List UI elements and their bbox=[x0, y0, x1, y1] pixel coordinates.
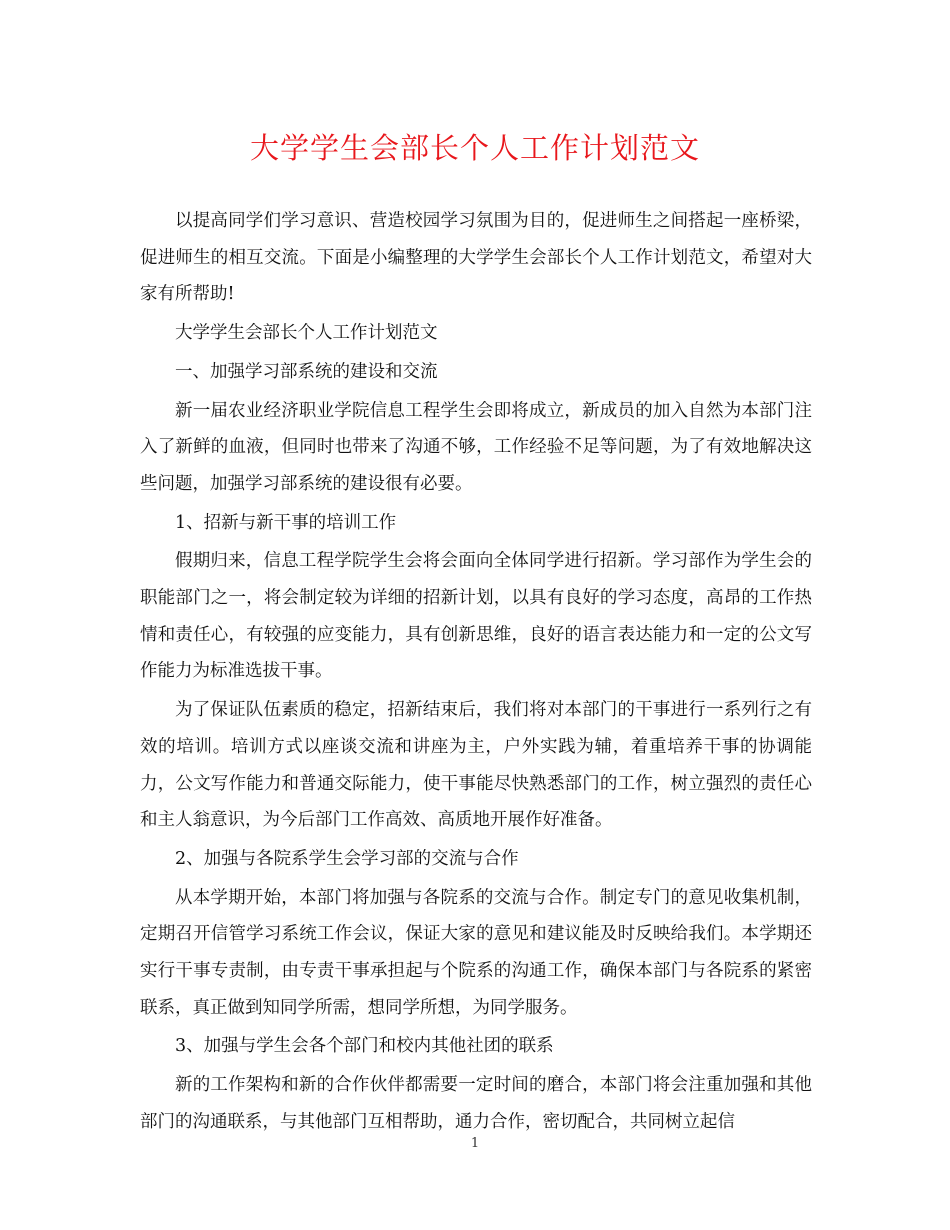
document-body bbox=[140, 203, 812, 1143]
subsection-heading-1: 1、招新与新干事的培训工作 bbox=[175, 512, 397, 533]
paragraph-section-1: 新一届农业经济职业学院信息工程学生会即将成立，新成员的加入自然为本部门注入了新鲜的血液，但同时也带来了沟通不够，工作经验不足等问题，为了有效地解决这些问题，加强学习部系统的建设很有必要。 bbox=[140, 400, 812, 494]
page-number: 1 bbox=[470, 1136, 480, 1151]
section-heading-1: 一、加强学习部系统的建设和交流 bbox=[175, 361, 438, 382]
paragraph-subtitle: 大学学生会部长个人工作计划范文 bbox=[175, 323, 438, 344]
paragraph-recruitment: 假期归来，信息工程学院学生会将会面向全体同学进行招新。学习部作为学生会的职能部门之一，将会制定较为详细的招新计划，以具有良好的学习态度，高昂的工作热情和责任心，有较强的应变能力，具有创新思维，良好的语言表达能力和一定的公文写作能力为标准选拔干事。 bbox=[140, 551, 812, 682]
paragraph-collaboration: 新的工作架构和新的合作伙伴都需要一定时间的磨合，本部门将会注重加强和其他部门的沟通联系，与其他部门互相帮助，通力合作，密切配合，共同树立起信 bbox=[140, 1075, 812, 1132]
paragraph-intro: 以提高同学们学习意识、营造校园学习氛围为目的，促进师生之间搭起一座桥梁，促进师生的相互交流。下面是小编整理的大学学生会部长个人工作计划范文，希望对大家有所帮助! bbox=[140, 211, 812, 305]
subsection-heading-3: 3、加强与学生会各个部门和校内其他社团的联系 bbox=[175, 1036, 554, 1057]
subsection-heading-2: 2、加强与各院系学生会学习部的交流与合作 bbox=[175, 848, 519, 869]
document-title: 大学学生会部长个人工作计划范文 bbox=[249, 131, 700, 165]
paragraph-cooperation: 从本学期开始，本部门将加强与各院系的交流与合作。制定专门的意见收集机制，定期召开信管学习系统工作会议，保证大家的意见和建议能及时反映给我们。本学期还实行干事专责制，由专责干事承担起与个院系的沟通工作，确保本部门与各院系的紧密联系，真正做到知同学所需，想同学所想，为同学服务。 bbox=[140, 887, 812, 1018]
paragraph-training: 为了保证队伍素质的稳定，招新结束后，我们将对本部门的干事进行一系列行之有效的培训。培训方式以座谈交流和讲座为主，户外实践为辅，着重培养干事的协调能力，公文写作能力和普通交际能力，使干事能尽快熟悉部门的工作，树立强烈的责任心和主人翁意识，为今后部门工作高效、高质地开展作好准备。 bbox=[140, 700, 812, 831]
